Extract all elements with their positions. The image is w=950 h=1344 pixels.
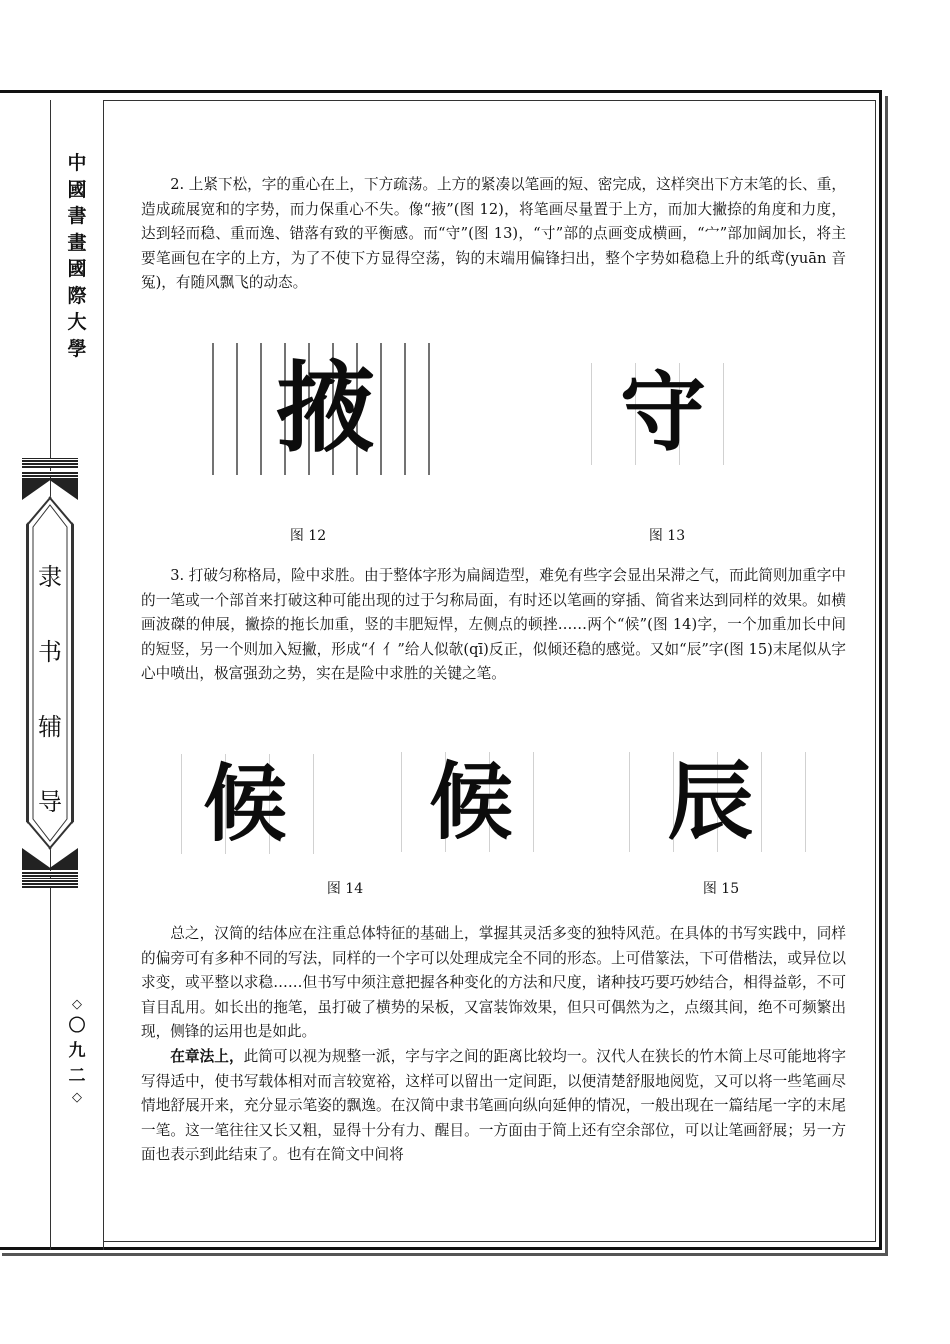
page-digit: 〇: [68, 1016, 86, 1036]
title-char: 隶: [38, 563, 62, 591]
calligraphy-glyph: 候: [202, 755, 287, 853]
paragraph-1: 2. 上紧下松，字的重心在上，下方疏荡。上方的紧凑以笔画的短、密完成，这样突出下方末笔的长、重，造成疏展宽和的字势，而力保重心不失。像“掖”(图 12)，将笔画尽量置于上方，而加大撇捺的角度和力度，达到轻而稳、重而逸、错落有致的平衡感。而“守”(图 13)，“寸”部的点画变成横画，“宀”部加阔加长，将主要笔画包在字的上方，为了不使下方显得空荡，钩的末端用偏锋扫出，整个字势如稳稳上升的纸鸢(yuān 音冤)，有随风飘飞的动态。: [141, 176, 846, 292]
figure-13-image: [570, 363, 756, 465]
school-char: 大: [67, 311, 87, 333]
page-digit: 二: [68, 1066, 86, 1086]
paragraph-3: 总之，汉简的结体应在注重总体特征的基础上，掌握其灵活多变的独特风范。在具体的书写实践中，同样的偏旁可有多种不同的写法，同样的一个字可以处理成完全不同的形态。上可借篆法，下可借楷法，或异位以求变，或平整以求稳……但书写中须注意把握各种变化的方法和尺度，诸种技巧要巧妙结合，相得益彰，不可盲目乱用。如长出的拖笔，虽打破了横势的呆板，又富装饰效果，但只可偶然为之，点缀其间，绝不可频繁出现，侧锋的运用也是如此。: [141, 925, 846, 1041]
sidebar-rule-right: [103, 100, 104, 1250]
paragraph-4: [141, 1045, 846, 1168]
school-char: 中: [67, 152, 87, 174]
book-title: [30, 540, 70, 840]
figure-14-image-a: [160, 754, 330, 854]
figure-12-caption: 图 12: [289, 528, 327, 544]
calligraphy-glyph: 掖: [276, 352, 375, 466]
calligraphy-glyph: 守: [620, 363, 706, 463]
paragraph-4-lead: 在章法上，: [170, 1048, 244, 1065]
ornament-bar-bottom: [22, 878, 78, 888]
ornament-bar-bottom-thin: [22, 871, 78, 877]
ornament-bar-top-thin: [22, 471, 78, 477]
school-char: 國: [67, 178, 87, 201]
school-char: 書: [67, 205, 87, 227]
figure-13-caption: 图 13: [648, 528, 686, 544]
title-char: 书: [38, 638, 62, 666]
title-char: 导: [38, 788, 62, 816]
figure-15-caption: 图 15: [702, 881, 740, 897]
school-name: [58, 150, 96, 362]
paragraph-2: 3. 打破匀称格局，险中求胜。由于整体字形为扁阔造型，难免有些字会显出呆滞之气，而此简则加重字中的一笔或一个部首来打破这种可能出现的过于匀称局面，有时还以笔画的穿插、简省来达到同样的效果。如横画波磔的伸展，撇捺的拖长加重，竖的丰肥短悍，左侧点的顿挫……两个“候”(图 14)字，一个加重加长中间的短竖，另一个则加入短撇，形成“亻亻”给人似欹(qī)反正，似倾还稳的感觉。又如“辰”字(图 15)末尾似从字心中喷出，极富强劲之势，实在是险中求胜的关键之笔。: [141, 567, 846, 683]
figure-14-caption: 图 14: [326, 881, 364, 897]
diamond-icon: ◇: [72, 997, 82, 1012]
page-number: [58, 996, 96, 1107]
school-char: 畫: [67, 231, 87, 254]
school-char: 國: [67, 258, 87, 280]
calligraphy-glyph: 候: [428, 753, 513, 851]
page-digit: 九: [68, 1041, 86, 1061]
ornament-bar-top: [22, 458, 78, 468]
calligraphy-glyph: 辰: [667, 752, 754, 852]
school-char: 際: [67, 284, 87, 307]
school-char: 學: [67, 337, 87, 360]
figure-12-image: [203, 343, 448, 475]
paragraph-4-body: 此简可以视为规整一派，字与字之间的距离比较均一。汉代人在狭长的竹木简上尽可能地将字写得适中，使书写载体相对而言较宽裕，这样可以留出一定间距，以便清楚舒服地阅览，又可以将一些笔画尽情地舒展开来，充分显示笔姿的飘逸。在汉简中隶书笔画向纵向延伸的情况，一般出现在一篇结尾一字的末尾一笔。这一笔往往又长又粗，显得十分有力、醒目。一方面由于简上还有空余部位，可以让笔画舒展；另一方面也表示到此结束了。也有在简文中间将: [141, 1048, 846, 1164]
figure-15-image: [608, 752, 813, 852]
diamond-icon: ◇: [72, 1090, 82, 1105]
title-char: 辅: [38, 713, 62, 741]
figure-14-image-b: [380, 752, 562, 852]
